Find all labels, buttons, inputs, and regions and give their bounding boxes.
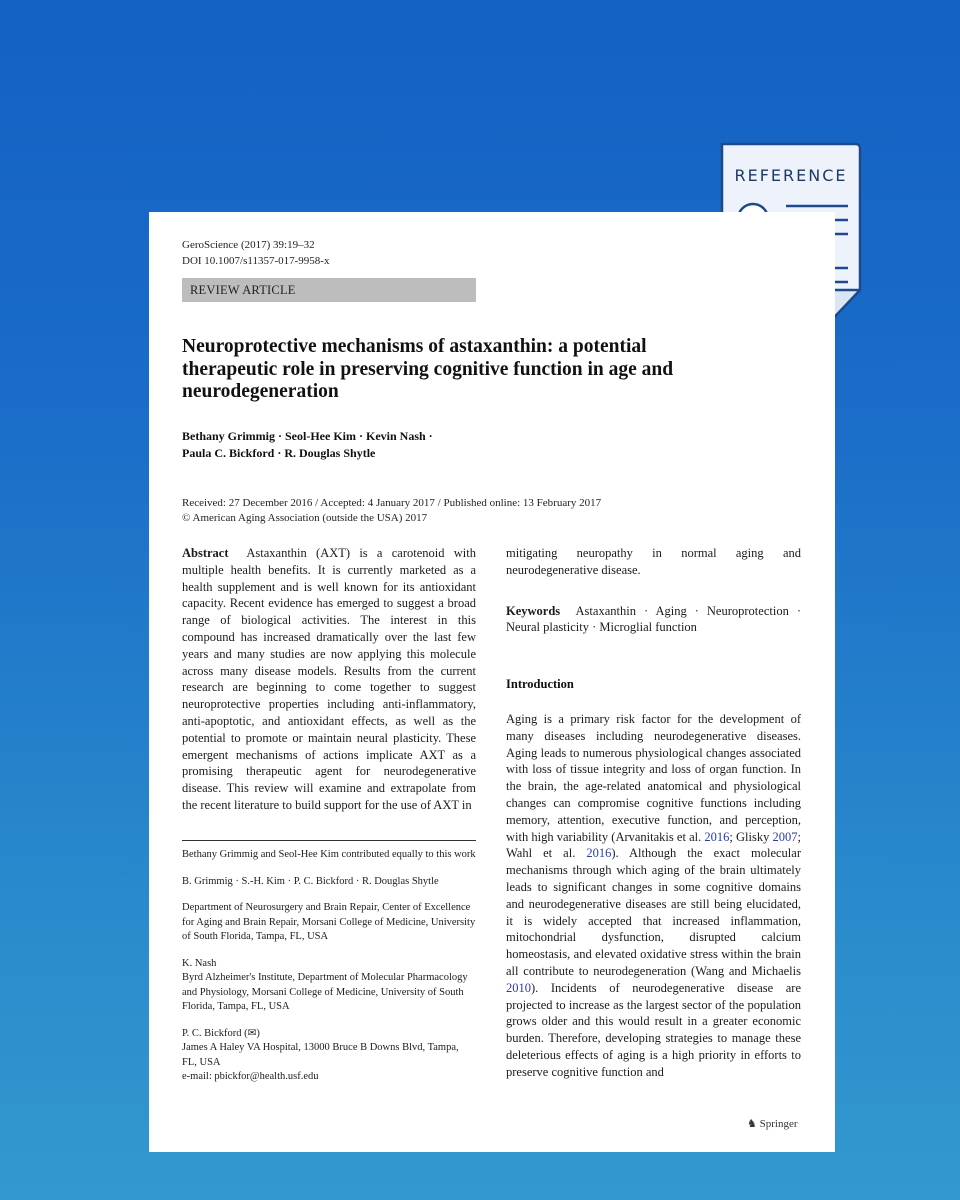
right-column [506,545,801,1081]
abstract-continuation: mitigating neuropathy in normal aging and neurodegenerative disease. [506,546,801,577]
affiliation-1: Department of Neurosurgery and Brain Repair, Center of Excellence for Aging and Brain Repair, Morsani College of Medicine, University of South Florida, Tampa, FL, USA [182,902,476,942]
article-title: Neuroprotective mechanisms of astaxanthin: a potential therapeutic role in preserving cognitive function in age and neurodegeneration [182,336,674,402]
citation-link[interactable]: 2010 [506,980,531,995]
intro-sep-2: ; Wahl et al. [506,829,802,861]
journal-doi: DOI 10.1007/s11357-017-9958-x [182,255,330,267]
received-dates: Received: 27 December 2016 / Accepted: 4 January 2017 / Published online: 13 February 2017 [182,497,602,509]
keywords-heading: Keywords [506,603,561,618]
authors-line-2: Paula C. Bickford · R. Douglas Shytle [182,446,376,460]
intro-text-2: ). Although the exact molecular mechanisms through which aging of the brain ultimately leads to significant changes in some cognitive domains and neurodegenerative diseases are still being elucidated, it is widely accepted that increased inflammation, mitochondrial dysfunction, disrupted calcium homeostasis, and elevated oxidative stress within the brain all contribute to neurodegeneration (Wang and Michaelis [506,846,801,978]
article-page [149,212,835,1152]
footnotes [182,848,476,1097]
authors-line-1: Bethany Grimmig · Seol-Hee Kim · Kevin Nash · [182,429,433,443]
citation-link[interactable]: 2016 [586,846,612,861]
keywords-text: Astaxanthin · Aging · Neuroprotection · Neural plasticity · Microglial function [506,603,802,635]
publication-dates [182,496,682,526]
abstract [182,545,476,814]
keywords [506,603,801,637]
intro-text-1: Aging is a primary risk factor for the development of many diseases including neurodegenerative diseases. Aging leads to numerous physiological changes associated with loss of tissue integrity and loss of organ function. In the brain, the age-related anatomical and physiological changes can compromise cognitive functions including memory, attention, executive function, and perception, with high variability (Arvanitakis et al. [506,711,801,844]
equal-contribution-note: Bethany Grimmig and Seol-Hee Kim contributed equally to this work [182,849,476,860]
bickford-name: P. C. Bickford (✉) [182,1027,260,1039]
intro-sep-1: ; Glisky [729,829,773,844]
author-names: B. Grimmig · S.-H. Kim · P. C. Bickford · R. Douglas Shytle [182,875,439,887]
affiliation-2: Byrd Alzheimer's Institute, Department of Molecular Pharmacology and Physiology, Morsani College of Medicine, University of South Florida, Tampa, FL, USA [182,972,468,1012]
affiliation-3: James A Haley VA Hospital, 13000 Bruce B Downs Blvd, Tampa, FL, USA [182,1042,459,1068]
article-type-bar: REVIEW ARTICLE [182,278,476,302]
springer-horse-icon: ♞ [747,1118,757,1130]
introduction-section [506,676,801,693]
left-column [182,545,476,814]
intro-text-3: ). Incidents of neurodegenerative disease are projected to increase as the largest sector of the population grows older and this would result in a greater economic burden. Therefore, developing strategies to manage these deleterious effects of aging is a high priority in efforts to preserve cognitive function and [506,980,801,1079]
abstract-text: Astaxanthin (AXT) is a carotenoid with multiple health benefits. It is currently marketed as a health supplement and is well known for its antioxidant capacity. Recent evidence has emerged to suggest a broad range of biological activities. The interest in this compound has increased dramatically over the last few years and many studies are now applying this molecule across many disease models. Results from the current research are beginning to come together to suggest neuroprotective properties including anti-inflammatory, anti-apoptotic, and antioxidant effects, as well as the potential to promote or maintain neural plasticity. These emergent mechanisms of actions implicate AXT as a promising therapeutic agent for neurodegenerative disease. This review will examine and extrapolate from the recent literature to build support for the use of AXT in [182,546,476,812]
publisher-logo [747,1117,798,1130]
corresponding-email[interactable]: e-mail: pbickfor@health.usf.edu [182,1071,319,1082]
publisher-name: Springer [759,1118,798,1130]
journal-citation: GeroScience (2017) 39:19–32 [182,239,315,251]
affiliation-nash [182,957,476,1015]
abstract-heading: Abstract [182,546,229,560]
citation-link[interactable]: 2016 [704,829,730,844]
introduction-paragraph [506,711,801,1081]
copyright: © American Aging Association (outside the USA) 2017 [182,512,428,524]
author-list [182,428,582,462]
citation-link[interactable]: 2007 [772,829,798,844]
footnote-divider [182,840,476,841]
affiliation-bickford [182,1027,476,1085]
reference-label: REFERENCE [734,166,848,185]
introduction-heading: Introduction [506,677,574,692]
journal-info [182,237,329,269]
nash-name: K. Nash [182,957,217,969]
